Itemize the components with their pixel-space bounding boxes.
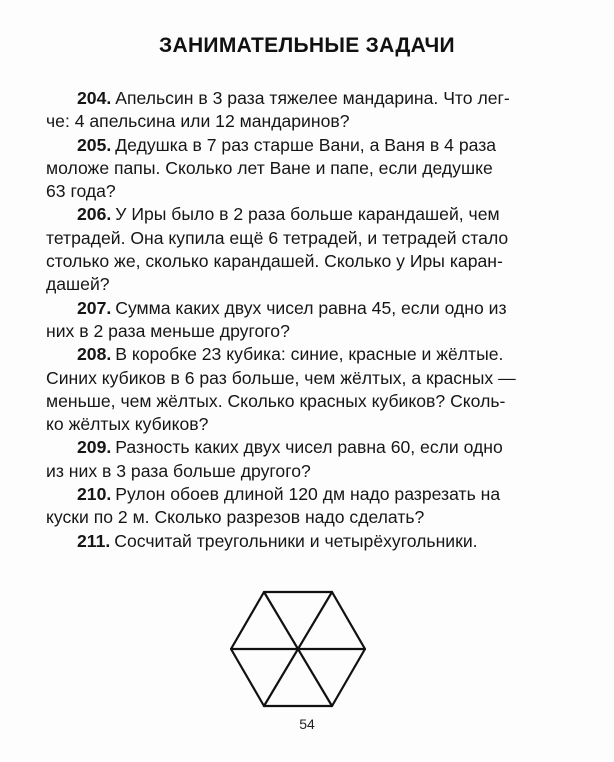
page-title: ЗАНИМАТЕЛЬНЫЕ ЗАДАЧИ [159,34,455,57]
problem-number: 204. [77,88,112,108]
problem-number: 205. [77,134,112,155]
problem-text-line: 63 года? [46,181,116,202]
problem-text-line: Сумма каких двух чисел равна 45, если одно из [115,297,507,318]
problem-text-line: Рулон обоев длиной 120 дм надо разрезать на [115,484,501,505]
problem-text-line: В коробке 23 кубика: синие, красные и жёлтые. [115,344,504,365]
problem-text-line: столько же, сколько карандашей. Сколько у Иры каран- [46,251,503,272]
problem-text-line: куски по 2 м. Сколько разрезов надо сделать? [46,507,425,528]
problem-text-line: Апельсин в 3 раза тяжелее мандарина. Что лег- [115,88,510,108]
problem-210 [46,483,555,530]
problem-text-line: Синих кубиков в 6 раз больше, чем жёлтых, а красных — [46,367,516,388]
problem-205 [46,134,555,204]
problem-text-line: Дедушка в 7 раз старше Вани, а Ваня в 4 раза [115,134,497,155]
problem-text-line: У Иры было в 2 раза больше карандашей, чем [115,204,500,225]
problem-number: 206. [77,204,112,225]
problem-209 [46,436,555,483]
problem-211 [77,530,555,553]
problem-text-line: Сосчитай треугольники и четырёхугольники. [114,530,478,551]
problem-text-line: моложе папы. Сколько лет Ване и папе, если дедушке [46,157,493,178]
problem-text-line: них в 2 раза меньше другого? [46,320,290,341]
problem-text-line: из них в 3 раза больше другого? [46,460,311,481]
problem-text-line: меньше, чем жёлтых. Сколько красных кубиков? Сколь- [46,390,506,411]
problem-text-line: дашей? [46,274,110,295]
problem-207 [46,297,555,344]
page-number: 54 [299,716,315,732]
problem-206 [46,203,555,296]
hexagon-divided-into-six-triangles-icon [230,590,366,708]
problem-text-line: ко жёлтых кубиков? [46,414,209,435]
problem-text-line: че: 4 апельсина или 12 мандаринов? [46,111,350,132]
problem-list [46,87,555,553]
problem-text-line: тетрадей. Она купила ещё 6 тетрадей, и тетрадей стало [46,227,509,248]
problem-text-line: Разность каких двух чисел равна 60, если одно [115,437,503,458]
problem-number: 207. [77,297,112,318]
problem-204 [46,87,555,134]
problem-number: 208. [77,344,112,365]
problem-number: 211. [77,530,111,551]
problem-number: 210. [77,484,112,505]
problem-number: 209. [77,437,112,458]
problem-208 [46,343,555,436]
